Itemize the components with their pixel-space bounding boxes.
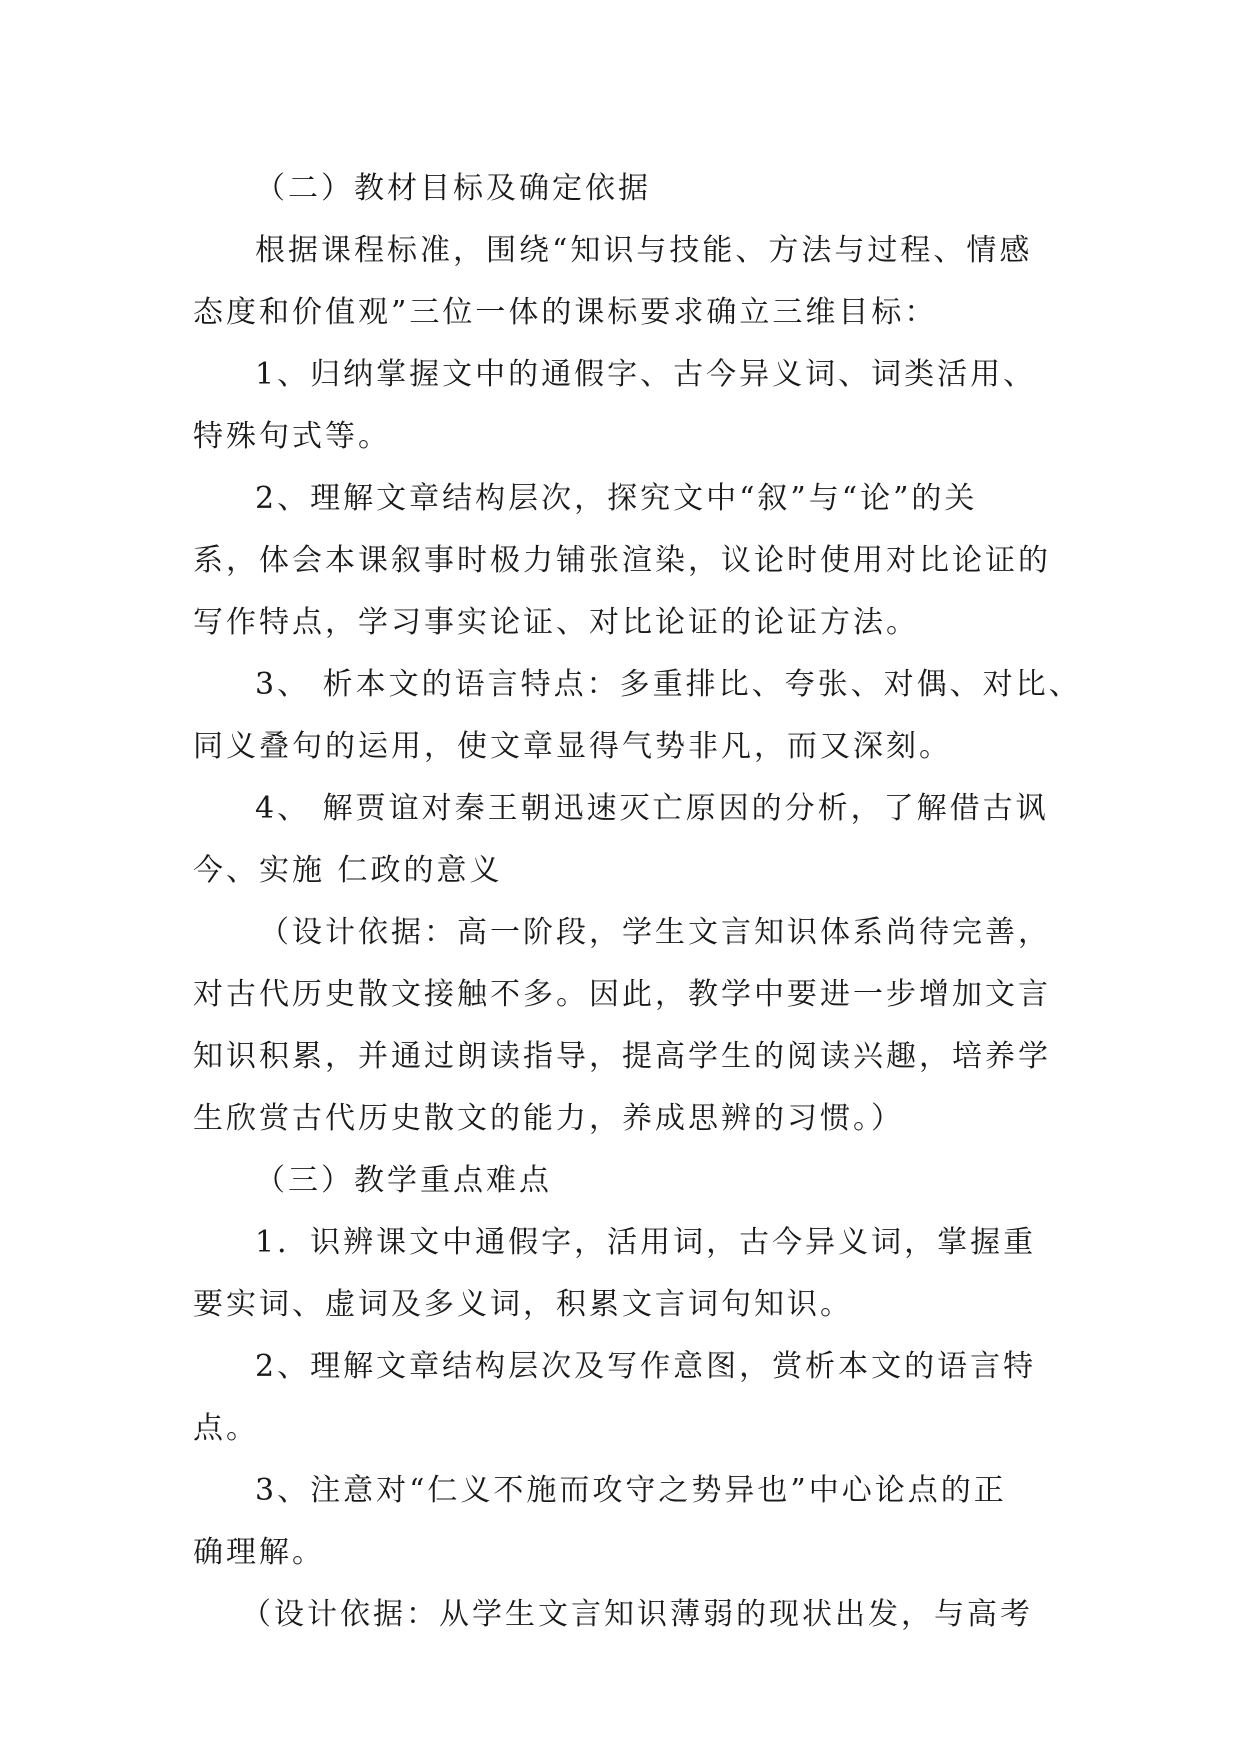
paragraph-line: 系，体会本课叙事时极力铺张渲染，议论时使用对比论证的 (193, 543, 1051, 578)
paragraph-line: 对古代历史散文接触不多。因此，教学中要进一步增加文言 (193, 977, 1051, 1012)
section-heading: （二）教材目标及确定依据 (255, 171, 651, 206)
paragraph-line: 4、 解贾谊对秦王朝迅速灭亡原因的分析，了解借古讽 (255, 791, 1049, 826)
paragraph-line: （设计依据：高一阶段，学生文言知识体系尚待完善， (259, 915, 1051, 950)
paragraph-line: 1、归纳掌握文中的通假字、古今异义词、词类活用、 (255, 357, 1037, 392)
paragraph-line: 态度和价值观”三位一体的课标要求确立三维目标： (193, 295, 938, 330)
paragraph-line: 特殊句式等。 (193, 419, 391, 454)
paragraph-line: 点。 (193, 1411, 259, 1446)
paragraph-line: 2、理解文章结构层次，探究文中“叙”与“论”的关 (255, 481, 978, 516)
paragraph-line: 要实词、虚词及多义词，积累文言词句知识。 (193, 1287, 853, 1322)
paragraph-line: 根据课程标准，围绕“知识与技能、方法与过程、情感 (255, 233, 1033, 268)
document-body (193, 158, 1082, 1646)
paragraph-line: 同义叠句的运用，使文章显得气势非凡，而又深刻。 (193, 729, 952, 764)
paragraph-line: 3、 析本文的语言特点：多重排比、夸张、对偶、对比、 (255, 667, 1082, 702)
paragraph-line: 确理解。 (193, 1535, 325, 1570)
paragraph-line: 1．识辨课文中通假字，活用词，古今异义词，掌握重 (255, 1225, 1037, 1260)
paragraph-line: 生欣赏古代历史散文的能力，养成思辨的习惯。） (193, 1101, 904, 1136)
paragraph-line: （设计依据：从学生文言知识薄弱的现状出发，与高考 (241, 1597, 1033, 1632)
paragraph-line: 写作特点，学习事实论证、对比论证的论证方法。 (193, 605, 919, 640)
paragraph-line: 3、注意对“仁义不施而攻守之势异也”中心论点的正 (255, 1473, 1007, 1508)
paragraph-line: 知识积累，并通过朗读指导，提高学生的阅读兴趣，培养学 (193, 1039, 1051, 1074)
section-heading: （三）教学重点难点 (255, 1163, 552, 1198)
paragraph-line: 2、理解文章结构层次及写作意图，赏析本文的语言特 (255, 1349, 1037, 1384)
paragraph-line: 今、实施 仁政的意义 (193, 853, 503, 888)
